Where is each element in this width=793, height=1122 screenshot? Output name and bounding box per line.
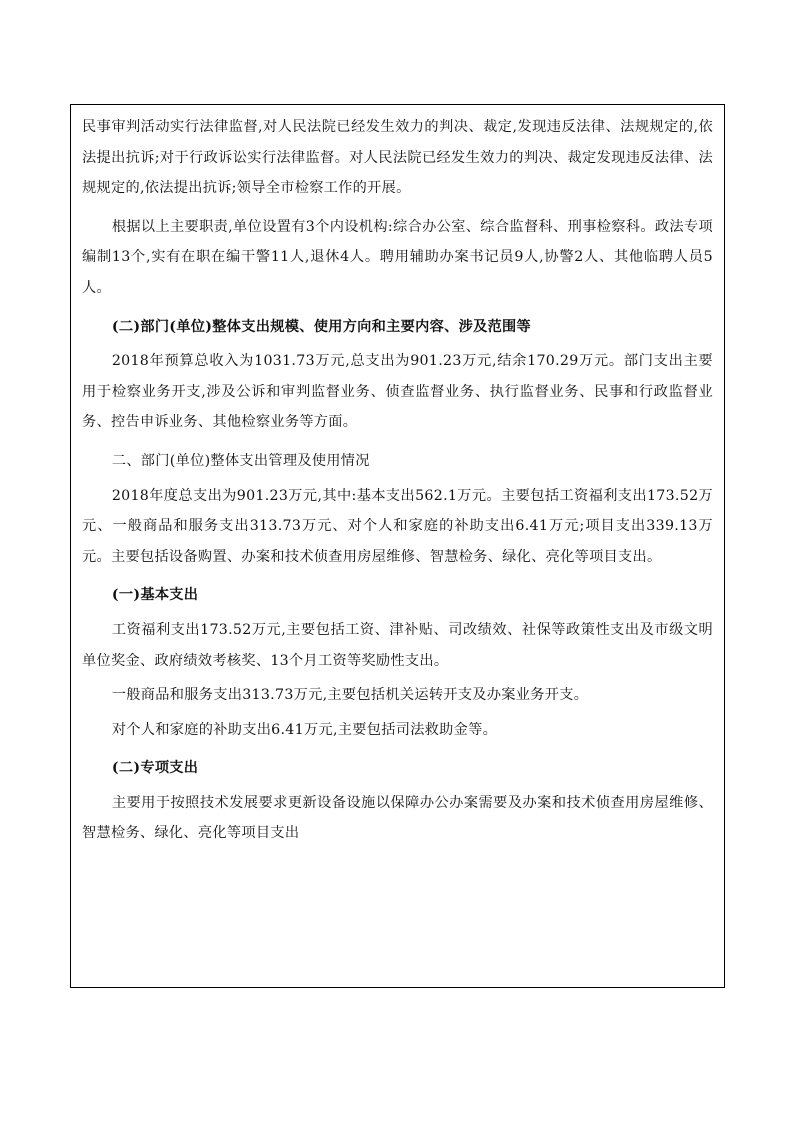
heading-basic-expenditure: (一)基本支出 [111, 587, 199, 604]
paragraph-total-expenditure: 2018年度总支出为901.23万元,其中:基本支出562.1万元。主要包括工资福利支出173.52万元、一般商品和服务支出313.73万元、对个人和家庭的补助支出6.41万元;项目支出339.13万元。主要包括设备购置、办案和技术侦查用房屋维修、智慧检务、绿化、亮化等项目支出。 [82, 487, 713, 565]
paragraph-subsidies: 对个人和家庭的补助支出6.41万元,主要包括司法救助金等。 [111, 721, 498, 738]
paragraph-organization: 根据以上主要职责,单位设置有3个内设机构:综合办公室、综合监督科、刑事检察科。政法专项编制13个,实有在职在编干警11人,退休4人。聘用辅助办案书记员9人,协警2人、其他临聘人员5人。 [82, 218, 713, 296]
document-content [70, 112, 725, 849]
paragraph-duties-continued: 民事审判活动实行法律监督,对人民法院已经发生效力的判决、裁定,发现违反法律、法规规定的,依法提出抗诉;对于行政诉讼实行法律监督。对人民法院已经发生效力的判决、裁定发现违反法律、法规规定的,依法提出抗诉;领导全市检察工作的开展。 [82, 119, 713, 197]
heading-expenditure-scale: (二)部门(单位)整体支出规模、使用方向和主要内容、涉及范围等 [111, 318, 532, 335]
paragraph-budget: 2018年预算总收入为1031.73万元,总支出为901.23万元,结余170.29万元。部门支出主要用于检察业务开支,涉及公诉和审判监督业务、侦查监督业务、执行监督业务、民事和行政监督业务、控告申诉业务、其他检察业务等方面。 [82, 353, 713, 431]
heading-special-expenditure: (二)专项支出 [111, 760, 199, 777]
heading-expenditure-management: 二、部门(单位)整体支出管理及使用情况 [111, 452, 370, 469]
paragraph-salary-welfare: 工资福利支出173.52万元,主要包括工资、津补贴、司改绩效、社保等政策性支出及市级文明单位奖金、政府绩效考核奖、13个月工资等奖励性支出。 [82, 621, 713, 669]
paragraph-goods-services: 一般商品和服务支出313.73万元,主要包括机关运转开支及办案业务开支。 [111, 687, 589, 704]
paragraph-special-usage: 主要用于按照技术发展要求更新设备设施以保障办公办案需要及办案和技术侦查用房屋维修、智慧检务、绿化、亮化等项目支出 [82, 794, 713, 842]
